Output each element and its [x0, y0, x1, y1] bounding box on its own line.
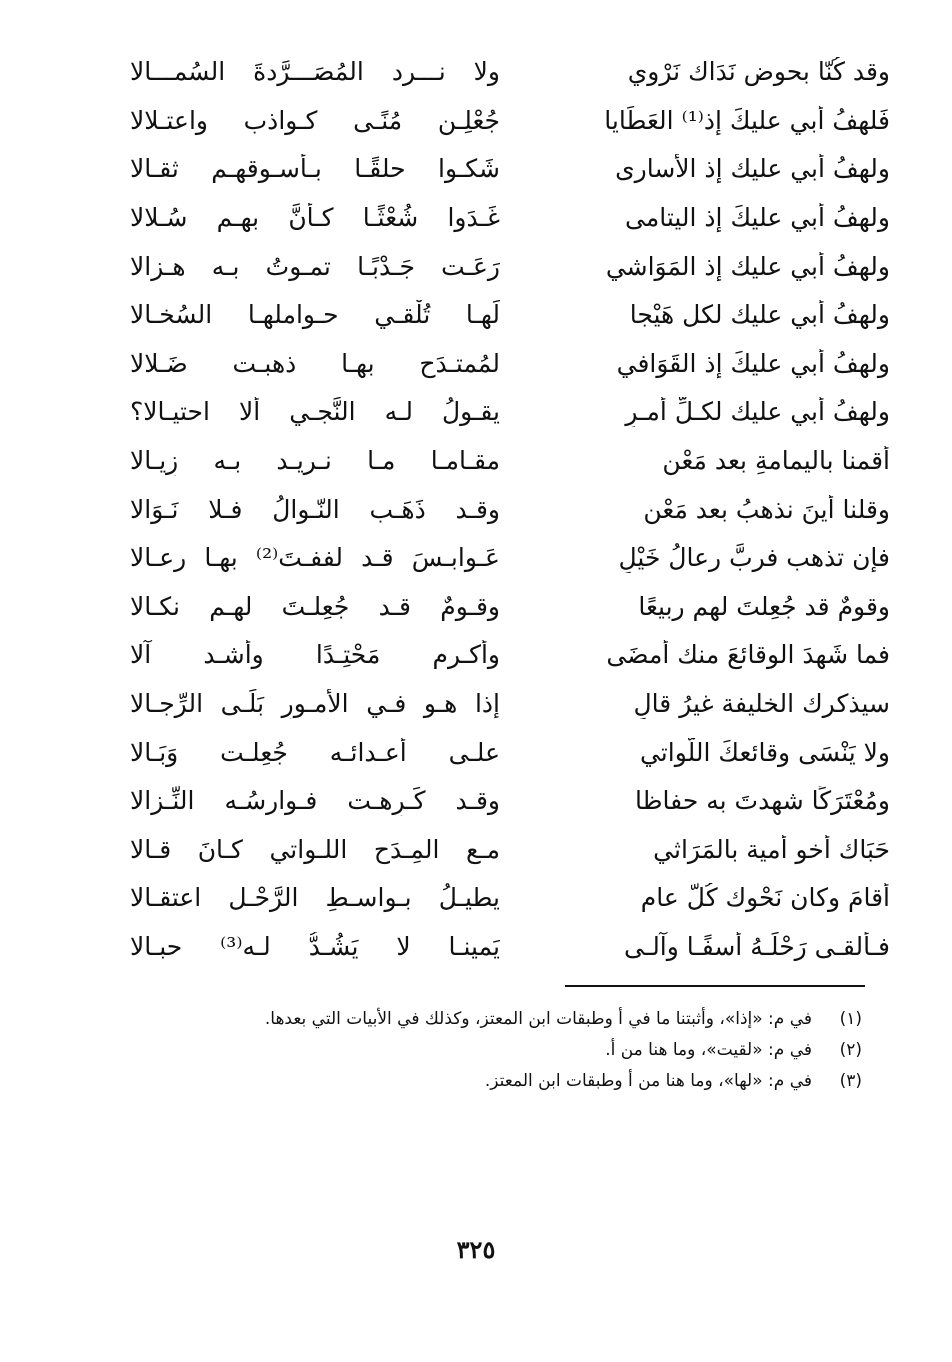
verse-line [130, 874, 890, 923]
verse-second-hemistich: إذا هـو فـي الأمـورِ بَلَـى الرِّجـالا [130, 689, 500, 719]
verse-first-hemistich: فـألقـى رَحْلَـهُ أسفًـا وآلـى [624, 931, 890, 961]
verse-line [130, 48, 890, 97]
verse-first-hemistich: ولهفُ أبي عليك إذ الأسارى [615, 154, 890, 184]
verse-line [130, 388, 890, 437]
verse-second-hemistich: وأكـرم مَحْتِـدًا وأشـد آلا [130, 640, 500, 670]
verse-line [130, 242, 890, 291]
footnote-number: (١) [839, 1009, 862, 1029]
verse-first-hemistich: وقد كُنّا بحوض نَدَاك نَرْوي [627, 57, 890, 87]
footnote-text: في م: «لها»، وما هنا من أ وطبقات ابن المعتز. [484, 1071, 812, 1091]
verse-second-hemistich: لَهـا تُلْقـي حـواملهـا السُخـالا [130, 300, 500, 330]
verse-first-hemistich: ولهفُ أبي عليكَ إذ القَوَافي [616, 348, 890, 378]
verse-first-hemistich: ولهفُ أبي عليكَ إذ اليتامى [624, 203, 890, 233]
verse-second-hemistich: وقـد ذَهَـب النّـوالُ فـلا نَـوَالا [130, 494, 500, 524]
verse-line [130, 826, 890, 875]
verse-second-hemistich: يطيـلُ بـواسـطِ الرَّحْـل اعتقـالا [130, 883, 500, 913]
footnote-text: في م: «إذا»، وأثبتنا ما في أ وطبقات ابن المعتز، وكذلك في الأبيات التي بعدها. [264, 1009, 812, 1029]
page-number: ٣٢٥ [456, 1235, 496, 1264]
verse-first-hemistich: ولهفُ أبي عليك إذ المَوَاشي [605, 251, 890, 281]
verse-first-hemistich: ولهفُ أبي عليك لكـلِّ أمـرٍ [625, 397, 890, 427]
verse-line [130, 583, 890, 632]
verse-second-hemistich: شَكـوا حلقًـا بـأسـوقهـم ثقـالا [130, 154, 500, 184]
verse-second-hemistich: رَعَـت جَـدْبًـا تمـوتُ بـه هـزالا [130, 251, 500, 281]
verse-first-hemistich: أقامَ وكان نَحْوك كُلَّ عامٍ [640, 883, 890, 913]
poem [130, 48, 890, 971]
verse-second-hemistich: مقـامـا مـا نـريـد بـه زِيـالا [130, 446, 500, 476]
footnotes [140, 1004, 862, 1097]
footnote-number: (٣) [839, 1071, 862, 1091]
verse-first-hemistich: سيذكرك الخليفة غيرُ قالٍ [633, 689, 890, 719]
verse-second-hemistich: يَمينـا لا يَشُـدُّ لـه⁽³⁾ حبـالا [130, 931, 500, 961]
footnote-number: (٢) [839, 1040, 862, 1060]
verse-first-hemistich: ومُعْتَرَكًا شهدتَ به حفاظا [635, 786, 890, 816]
verse-line [130, 291, 890, 340]
footnote [140, 1004, 862, 1035]
verse-first-hemistich: فَلهفُ أبي عليكَ إذ⁽¹⁾ العَطَايا [604, 105, 890, 135]
verse-second-hemistich: جُعْلِـن مُنًـى كـواذب واعتـلالا [130, 105, 500, 135]
verse-line [130, 923, 890, 972]
verse-first-hemistich: فما شَهِدَ الوقائعَ منك أمضَى [606, 640, 890, 670]
verse-line [130, 534, 890, 583]
verse-first-hemistich: وقلنا أينَ نذهبُ بعد مَعْنٍ [643, 494, 890, 524]
verse-line [130, 194, 890, 243]
verse-second-hemistich: لمُمتـدَح بهـا ذهبـت ضَـلالا [130, 348, 500, 378]
verse-line [130, 680, 890, 729]
footnote [140, 1035, 862, 1066]
verse-second-hemistich: عَـوابـسَ قـد لففـتَ⁽²⁾ بهـا رعـالا [130, 543, 500, 573]
verse-second-hemistich: وقـد كَـرِهـت فـوارسُـه النِّـزالا [130, 786, 500, 816]
footnote-text: في م: «لقيت»، وما هنا من أ. [605, 1040, 812, 1060]
verse-first-hemistich: حَبَاك أخو أمية بالمَرَاثي [653, 834, 890, 864]
verse-first-hemistich: أقمنا باليمامةِ بعد مَعْنٍ [662, 446, 890, 476]
verse-line [130, 485, 890, 534]
verse-first-hemistich: فإن تذهب فربَّ رعالُ خَيْلٍ [618, 543, 890, 573]
verse-second-hemistich: مـع المِـدَحِ اللـواتي كـانَ قـالا [130, 834, 500, 864]
verse-second-hemistich: ولا نـــرد المُصَـــرَّدةَ السُمـــالا [130, 57, 500, 87]
verse-line [130, 340, 890, 389]
verse-second-hemistich: وقـومٌ قـد جُعِلـتَ لهـم نكـالا [130, 591, 500, 621]
verse-second-hemistich: علـى أعـدائـه جُعِلـت وَبَـالا [130, 737, 500, 767]
verse-line [130, 437, 890, 486]
verse-second-hemistich: يقـولُ لـه النَّجـي ألا احتيـالا؟ [130, 397, 500, 427]
footnote [140, 1066, 862, 1097]
verse-line [130, 145, 890, 194]
verse-first-hemistich: ولا يَنْسَى وقائعكَ اللَّواتي [639, 737, 890, 767]
verse-line [130, 728, 890, 777]
verse-first-hemistich: وقومٌ قد جُعِلتَ لهم ربيعًا [638, 591, 890, 621]
verse-first-hemistich: ولهفُ أبي عليك لكل هَيْجا [629, 300, 890, 330]
verse-line [130, 97, 890, 146]
verse-line [130, 777, 890, 826]
footnote-separator [565, 985, 865, 987]
verse-second-hemistich: غَـدَوا شُعْثًـا كـأنَّ بهـم سُـلالا [130, 203, 500, 233]
verse-line [130, 631, 890, 680]
